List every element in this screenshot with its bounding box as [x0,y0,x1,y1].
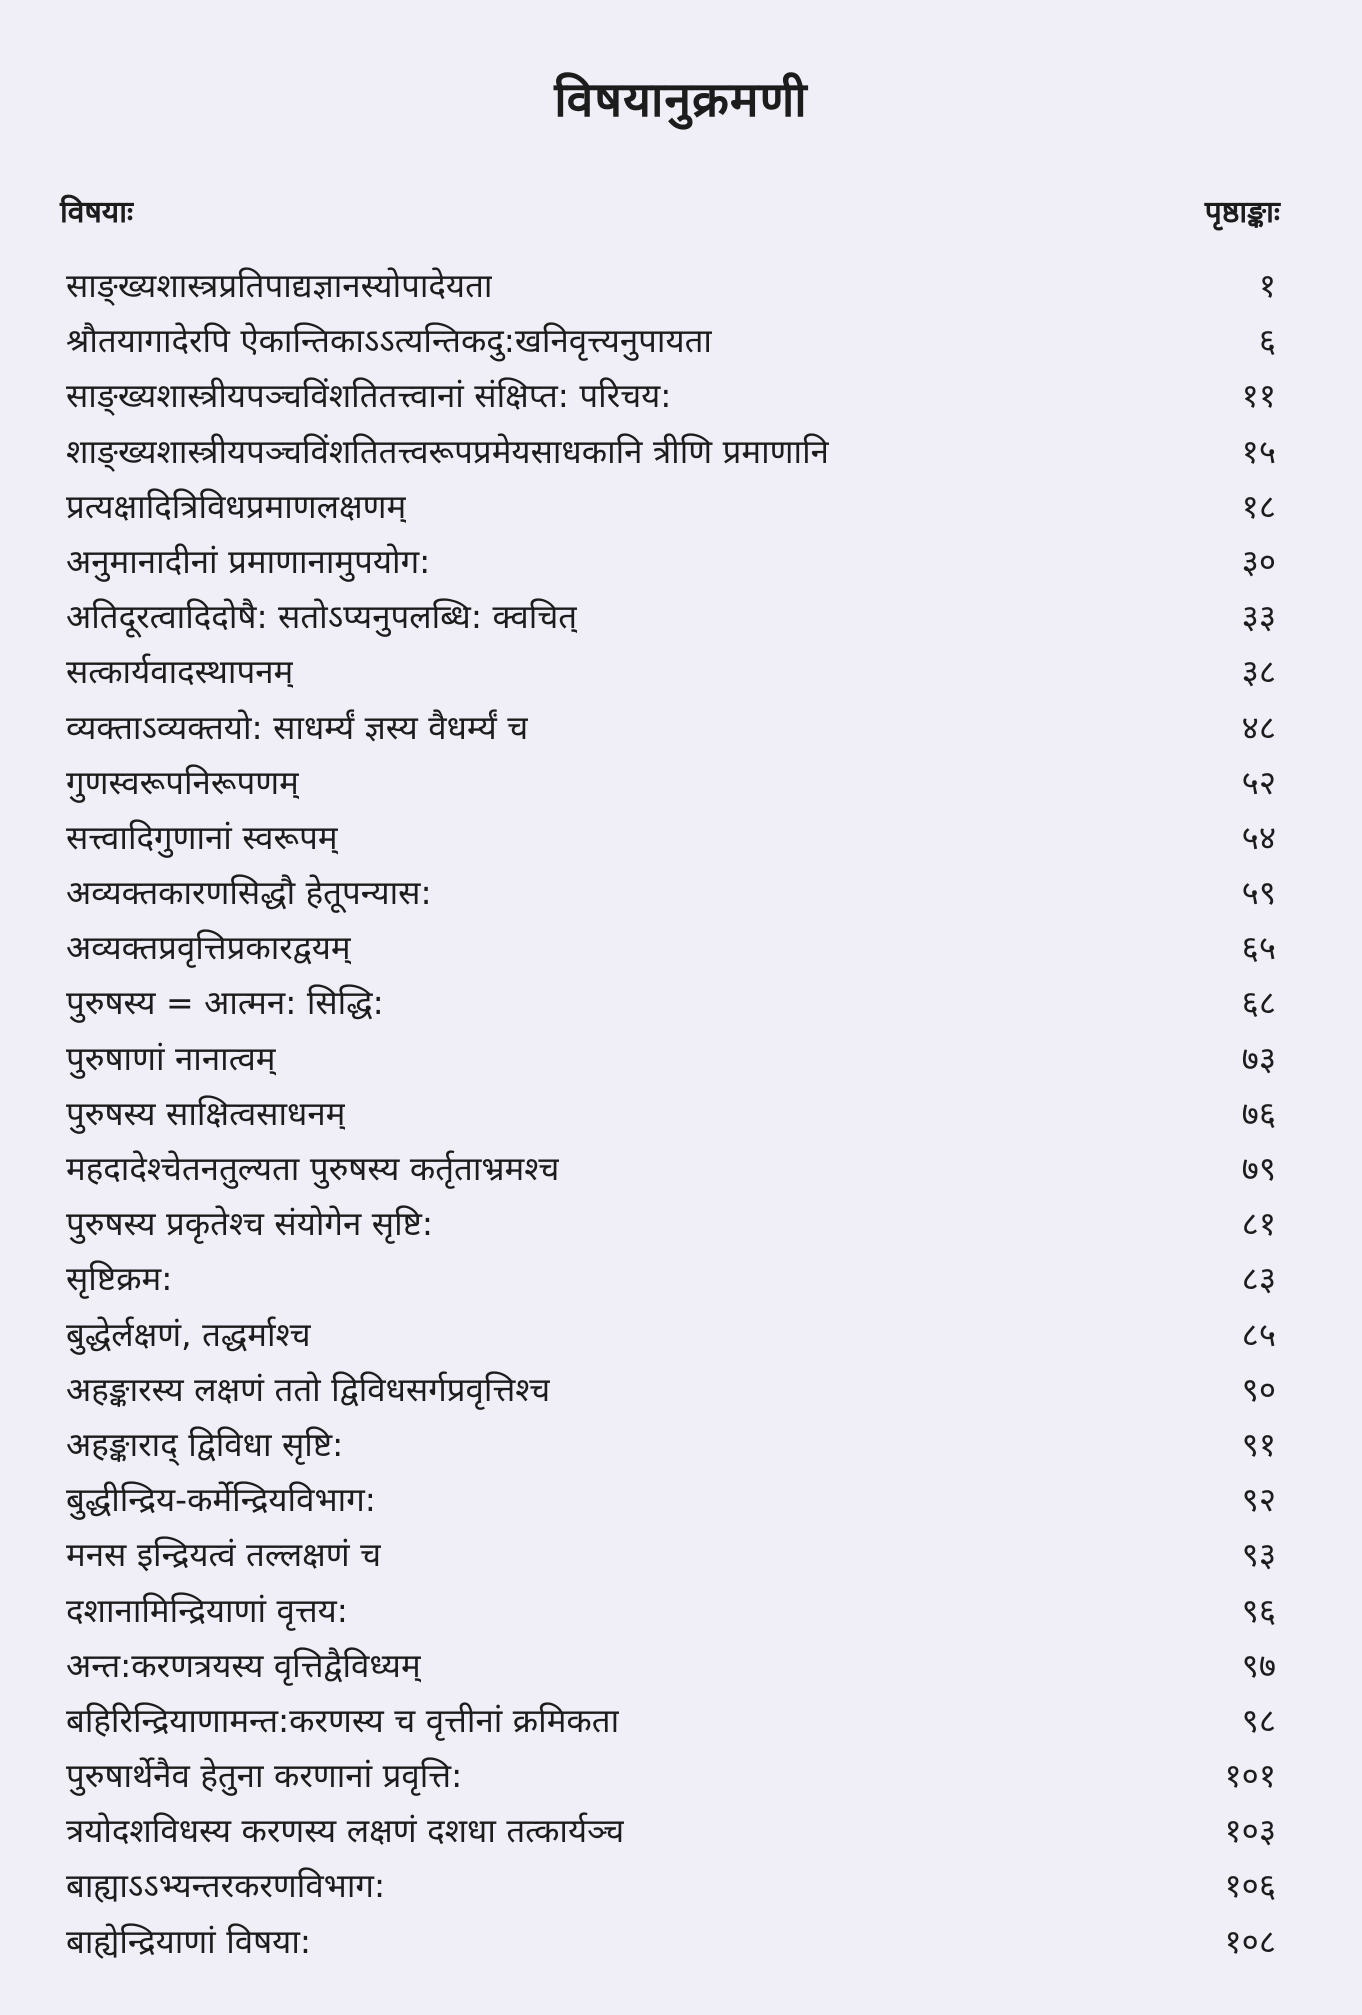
toc-entry-topic: अव्यक्तप्रवृत्तिप्रकारद्वयम् [66,928,351,968]
toc-list [66,258,1280,1969]
toc-entry-topic: व्यक्ताऽव्यक्तयो: साधर्म्यं ज्ञस्य वैधर्म्यं च [66,707,529,747]
toc-entry-page-number: ९३ [1241,1535,1276,1575]
toc-entry-topic: साङ्ख्यशास्त्रीयपञ्चविंशतितत्त्वानां संक्षिप्त: परिचय: [66,376,672,416]
toc-entry-page-number: १०६ [1224,1866,1276,1906]
toc-entry-topic: बहिरिन्द्रियाणामन्त:करणस्य च वृत्तीनां क्रमिकता [66,1700,620,1740]
toc-entry [66,700,1280,755]
toc-entry-page-number: ५९ [1241,873,1276,913]
toc-entry-page-number: १ [1258,266,1276,305]
toc-entry [66,1196,1280,1251]
topics-column-header: विषयाः [60,195,134,230]
toc-entry-page-number: ४८ [1241,707,1276,747]
toc-entry [66,534,1280,589]
toc-entry-topic: पुरुषार्थेनैव हेतुना करणानां प्रवृत्ति: [66,1756,463,1796]
toc-entry [66,313,1280,368]
toc-entry-topic: पुरुषाणां नानात्वम् [66,1038,276,1078]
toc-entry [66,975,1280,1030]
toc-entry [66,1141,1280,1196]
toc-entry-topic: मनस इन्द्रियत्वं तल्लक्षणं च [66,1535,382,1575]
toc-entry [66,810,1280,865]
toc-entry-page-number: ९० [1241,1369,1276,1409]
toc-entry-page-number: ५४ [1241,817,1276,857]
toc-entry-topic: सृष्टिक्रम: [66,1259,173,1299]
toc-entry-page-number: ७९ [1241,1149,1276,1188]
toc-entry [66,1031,1280,1086]
toc-entry-page-number: ८१ [1241,1204,1276,1244]
toc-entry-page-number: १५ [1241,431,1276,471]
pages-column-header: पृष्ठाङ्काः [1204,195,1280,230]
toc-entry-page-number: ७६ [1241,1093,1276,1133]
toc-entry [66,1748,1280,1803]
toc-entry-topic: दशानामिन्द्रियाणां वृत्तय: [66,1590,348,1630]
page-title: विषयानुक्रमणी [554,72,808,128]
toc-entry-topic: पुरुषस्य प्रकृतेश्च संयोगेन सृष्टि: [66,1204,434,1244]
toc-entry-topic: पुरुषस्य साक्षित्वसाधनम् [66,1093,346,1133]
toc-entry-page-number: ८३ [1241,1259,1276,1299]
toc-entry [66,644,1280,699]
toc-entry [66,865,1280,920]
toc-entry-page-number: १०३ [1224,1811,1276,1851]
toc-entry-topic: अन्त:करणत्रयस्य वृत्तिद्वैविध्यम् [66,1645,421,1685]
toc-entry [66,1583,1280,1638]
toc-entry-topic: अहङ्कारस्य लक्षणं ततो द्विविधसर्गप्रवृत्तिश्च [66,1369,551,1409]
toc-entry-topic: साङ्ख्यशास्त्रप्रतिपाद्यज्ञानस्योपादेयता [66,266,493,305]
toc-entry-page-number: १०८ [1224,1921,1276,1961]
toc-entry [66,1638,1280,1693]
toc-entry [66,1527,1280,1582]
toc-entry-topic: श्रौतयागादेरपि ऐकान्तिकाऽऽत्यन्तिकदु:खनिवृत्त्यनुपायता [66,321,712,361]
toc-entry-page-number: ५२ [1241,762,1276,802]
toc-entry-page-number: ११ [1241,376,1276,416]
toc-entry [66,1803,1280,1858]
toc-entry [66,1307,1280,1362]
toc-entry-page-number: ६ [1258,321,1276,361]
toc-entry [66,755,1280,810]
toc-entry-topic: महदादेश्चेतनतुल्यता पुरुषस्य कर्तृताभ्रमश्च [66,1149,560,1188]
toc-entry [66,1362,1280,1417]
toc-entry-topic: अतिदूरत्वादिदोषै: सतोऽप्यनुपलब्धि: क्वचित् [66,597,578,637]
toc-entry-page-number: ९१ [1241,1424,1276,1464]
toc-entry-page-number: ३८ [1241,652,1276,692]
toc-entry [66,1417,1280,1472]
toc-entry-topic: अहङ्काराद् द्विविधा सृष्टि: [66,1424,344,1464]
toc-entry-page-number: ६५ [1241,928,1276,968]
toc-entry [66,589,1280,644]
toc-entry-page-number: ७३ [1241,1038,1276,1078]
toc-entry-page-number: ९६ [1241,1590,1276,1630]
toc-entry-topic: बाह्याऽऽभ्यन्तरकरणविभाग: [66,1866,386,1906]
toc-entry [66,479,1280,534]
toc-entry-page-number: ९२ [1241,1480,1276,1520]
toc-entry-topic: त्रयोदशविधस्य करणस्य लक्षणं दशधा तत्कार्यञ्च [66,1811,625,1851]
toc-entry [66,1251,1280,1306]
toc-entry-page-number: ९७ [1241,1645,1276,1685]
toc-entry [66,1858,1280,1913]
toc-entry-topic: गुणस्वरूपनिरूपणम् [66,762,299,802]
toc-entry-topic: अनुमानादीनां प्रमाणानामुपयोग: [66,541,431,581]
toc-entry-page-number: १८ [1241,486,1276,526]
toc-entry-page-number: १०१ [1224,1756,1276,1796]
toc-entry-page-number: ३० [1241,541,1276,581]
toc-entry [66,1693,1280,1748]
toc-entry [66,424,1280,479]
toc-entry [66,258,1280,313]
toc-entry-topic: शाङ्ख्यशास्त्रीयपञ्चविंशतितत्त्वरूपप्रमेयसाधकानि त्रीणि प्रमाणानि [66,431,829,471]
toc-entry [66,1086,1280,1141]
toc-entry [66,1914,1280,1969]
toc-entry-topic: सत्त्वादिगुणानां स्वरूपम् [66,817,338,857]
toc-entry-page-number: ६८ [1241,983,1276,1023]
toc-entry [66,1472,1280,1527]
toc-entry-topic: बाह्येन्द्रियाणां विषया: [66,1921,311,1961]
toc-entry-page-number: ८५ [1241,1314,1276,1354]
toc-entry-topic: प्रत्यक्षादित्रिविधप्रमाणलक्षणम् [66,486,407,526]
toc-entry-topic: सत्कार्यवादस्थापनम् [66,652,294,692]
toc-entry [66,368,1280,423]
toc-entry-topic: पुरुषस्य = आत्मन: सिद्धि: [66,983,384,1023]
toc-entry-topic: अव्यक्तकारणसिद्धौ हेतूपन्यास: [66,873,432,913]
toc-entry-page-number: ३३ [1241,597,1276,637]
toc-entry-page-number: ९८ [1241,1700,1276,1740]
toc-entry-topic: बुद्धीन्द्रिय-कर्मेन्द्रियविभाग: [66,1480,376,1520]
toc-entry-topic: बुद्धेर्लक्षणं, तद्धर्माश्च [66,1314,311,1354]
toc-entry [66,920,1280,975]
